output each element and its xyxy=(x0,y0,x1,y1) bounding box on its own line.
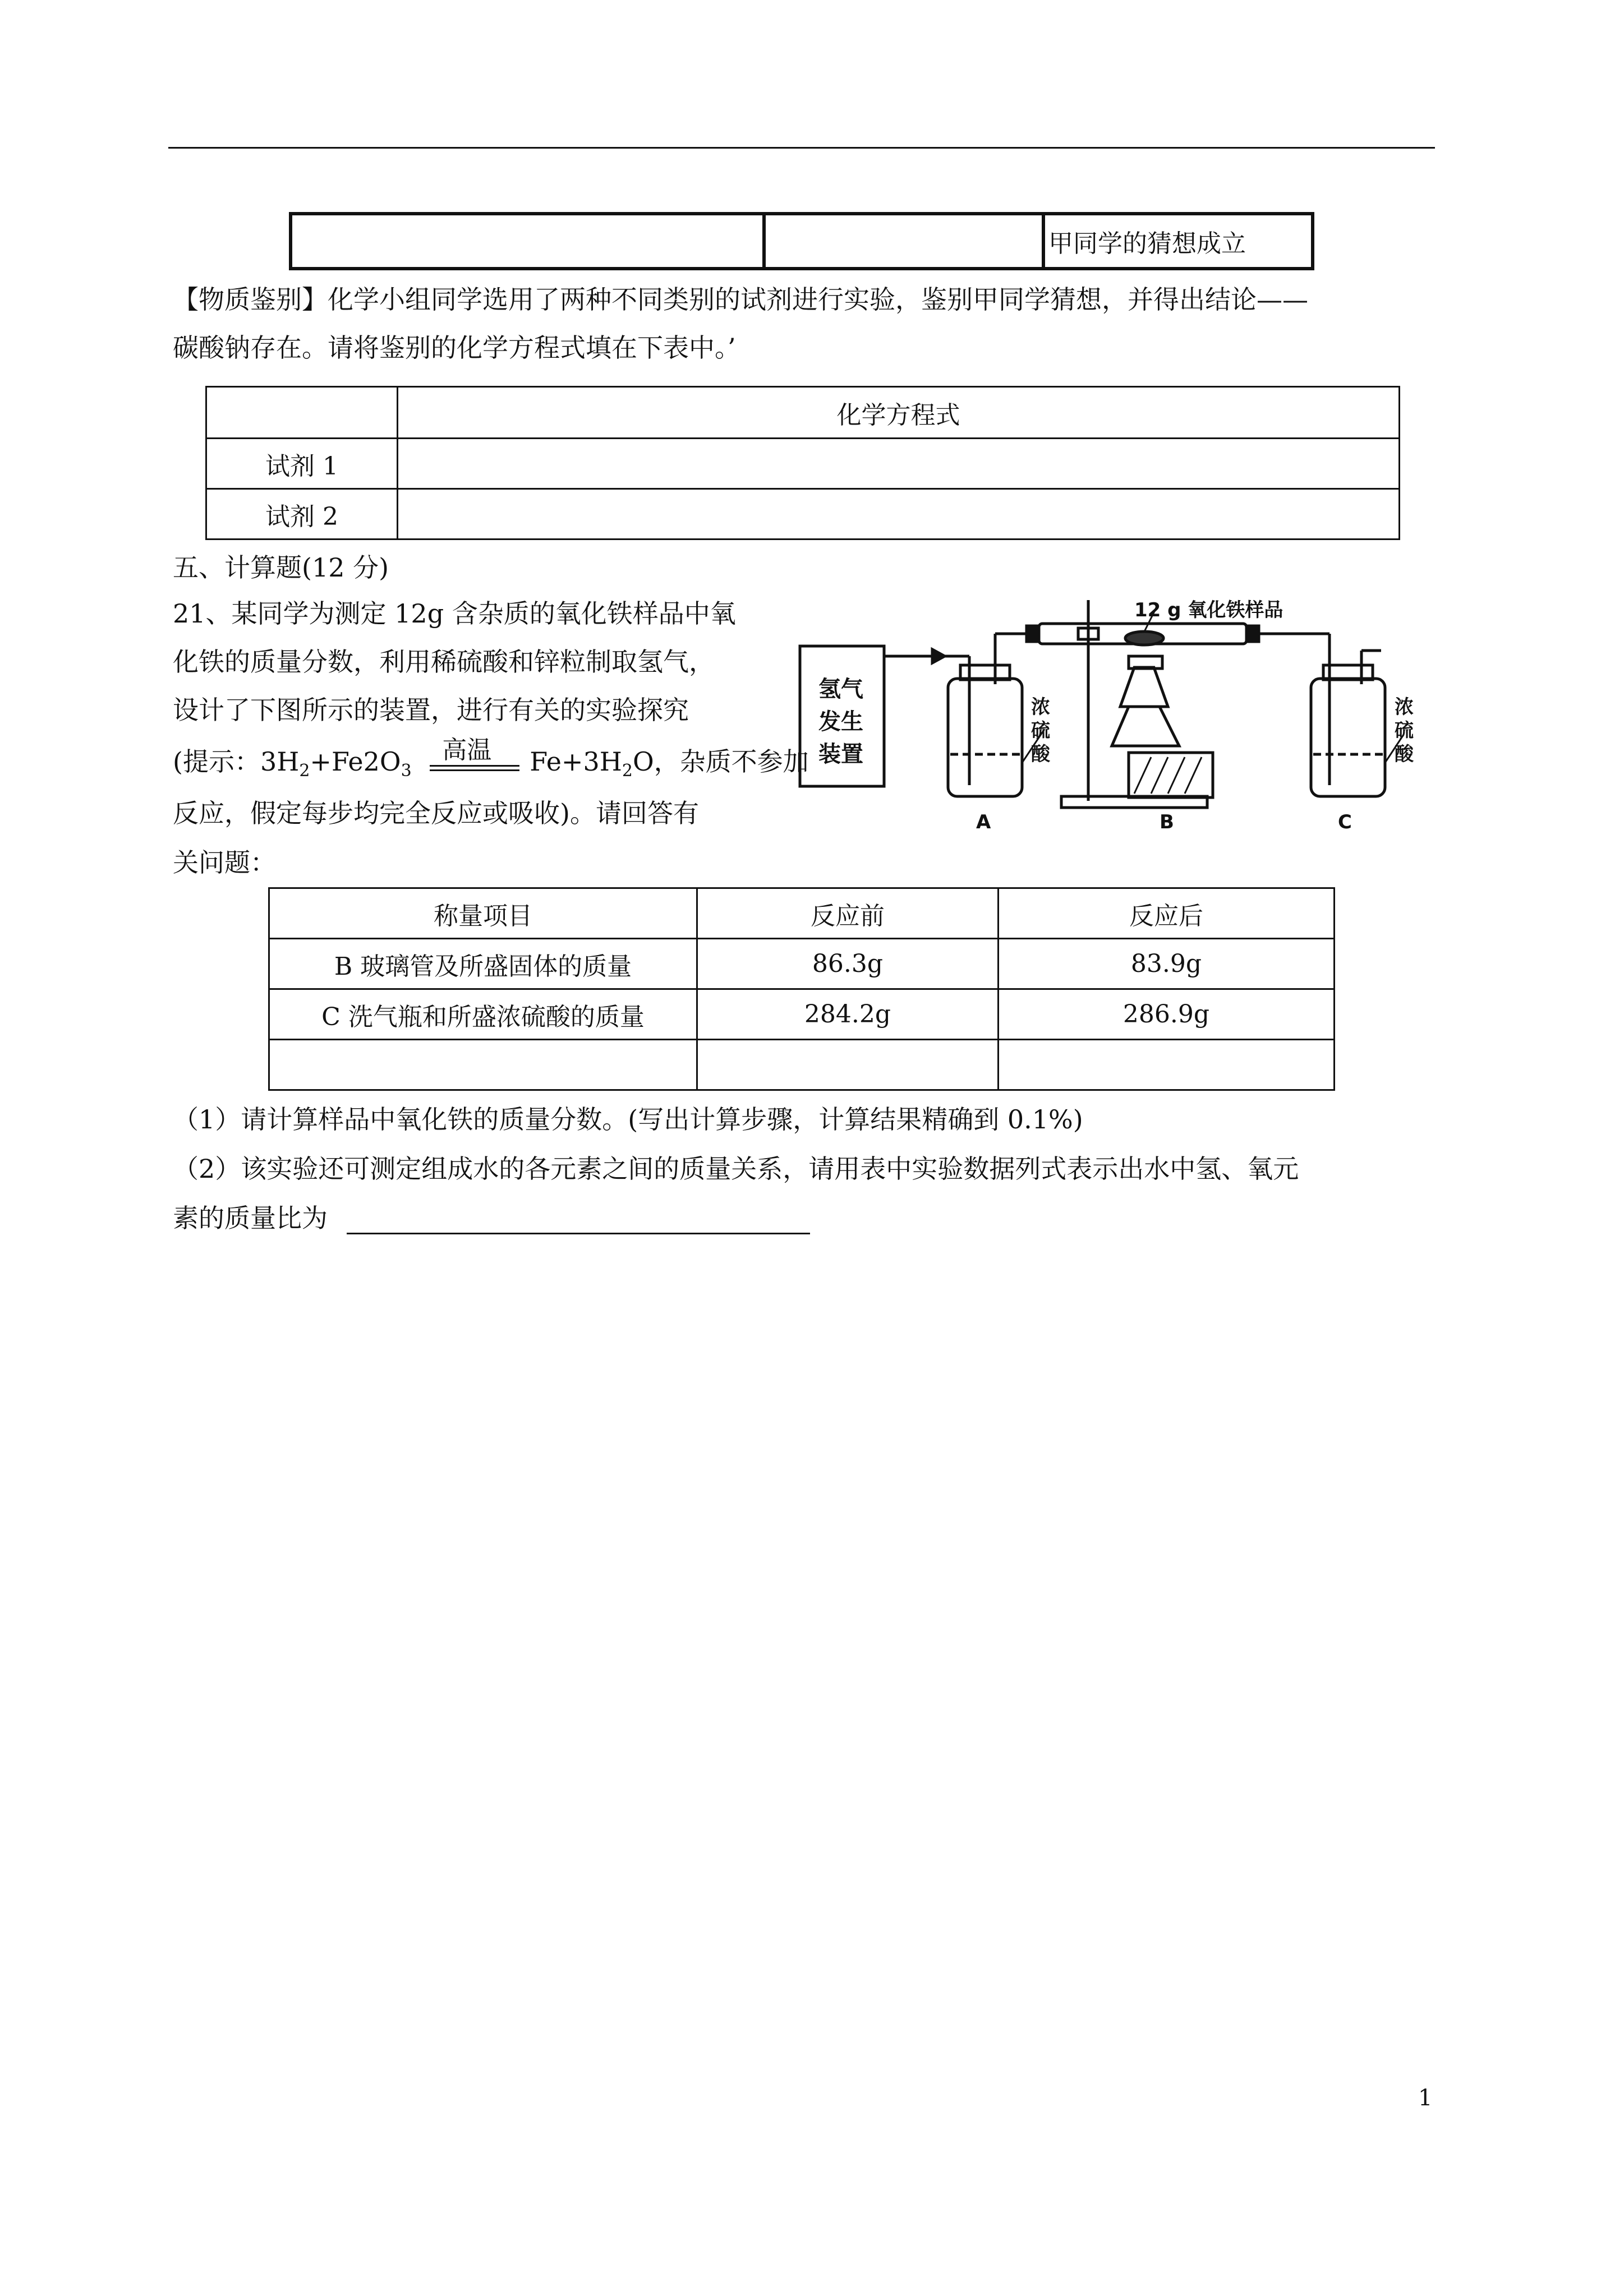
hint-sub-h2o: 2 xyxy=(622,761,633,781)
data-row-1-item: B 玻璃管及所盛固体的质量 xyxy=(269,939,697,989)
hint-sub-h2: 2 xyxy=(299,761,310,781)
reagent-value-1 xyxy=(398,439,1400,489)
identify-line-1: 【物质鉴别】化学小组同学选用了两种不同类别的试剂进行实验，鉴别甲同学猜想，并得出结论—— xyxy=(173,284,1308,315)
q21-line-1: 21、某同学为测定 12g 含杂质的氧化铁样品中氧 xyxy=(173,598,736,629)
question-2-cont: 素的质量比为 xyxy=(173,1203,328,1233)
identify-line-2: 碳酸钠存在。请将鉴别的化学方程式填在下表中。’ xyxy=(173,333,736,363)
reagent-label-1: 试剂 1 xyxy=(206,439,398,489)
data-row-1-after: 83.9g xyxy=(999,939,1335,989)
q21-line-5: 反应，假定每步均完全反应或吸收)。请回答有 xyxy=(173,798,699,828)
acid-label-c: 浓硫酸 xyxy=(1395,696,1414,766)
apparatus-svg xyxy=(798,594,1420,846)
reagent-label-2: 试剂 2 xyxy=(206,489,398,540)
top-table xyxy=(289,212,1314,270)
data-header-after: 反应后 xyxy=(999,888,1335,939)
hint-condition: 高温 xyxy=(442,736,492,764)
data-row-2-item: C 洗气瓶和所盛浓硫酸的质量 xyxy=(269,989,697,1040)
data-row-2-after: 286.9g xyxy=(999,989,1335,1040)
hint-equal-sign xyxy=(430,765,519,767)
reagent-table-header: 化学方程式 xyxy=(398,387,1400,439)
reagent-value-2 xyxy=(398,489,1400,540)
apparatus-diagram xyxy=(798,594,1420,846)
hint-sub-o3: 3 xyxy=(401,761,412,781)
top-table-cell-2 xyxy=(764,214,1043,269)
hint-mid: +Fe2O xyxy=(310,746,401,777)
q21-hint xyxy=(173,736,809,787)
hint-end: O，杂质不参加 xyxy=(632,746,809,777)
sample-label: 12 g 氧化铁样品 xyxy=(1134,599,1283,621)
data-row-2-before: 284.2g xyxy=(697,989,999,1040)
question-1: （1）请计算样品中氧化铁的质量分数。(写出计算步骤，计算结果精确到 0.1%) xyxy=(173,1104,1083,1135)
tube-b-right-stopper xyxy=(1246,626,1259,642)
label-b: B xyxy=(1160,811,1174,833)
data-row-3-item xyxy=(269,1040,697,1090)
top-table-cell-3: 甲同学的猜想成立 xyxy=(1043,214,1313,269)
data-header-before: 反应前 xyxy=(697,888,999,939)
hint-after: Fe+3H xyxy=(530,746,622,777)
hint-condition-arrow xyxy=(430,736,519,777)
reagent-table-header-blank xyxy=(206,387,398,439)
q21-line-2: 化铁的质量分数，利用稀硫酸和锌粒制取氢气， xyxy=(173,647,715,677)
data-header-item: 称量项目 xyxy=(269,888,697,939)
data-table xyxy=(268,887,1335,1091)
page-number: 1 xyxy=(1418,2085,1433,2111)
q21-line-3: 设计了下图所示的装置，进行有关的实验探究 xyxy=(173,695,689,725)
section-title: 五、计算题(12 分) xyxy=(173,552,389,583)
label-a: A xyxy=(976,811,991,833)
q21-line-6: 关问题： xyxy=(173,847,276,878)
data-row-3-before xyxy=(697,1040,999,1090)
burner-flame xyxy=(1120,667,1168,707)
data-row-1-before: 86.3g xyxy=(697,939,999,989)
reagent-table xyxy=(205,386,1400,540)
label-c: C xyxy=(1338,811,1352,833)
burner-body xyxy=(1112,707,1179,746)
bottle-a xyxy=(948,679,1022,796)
acid-label-a: 浓硫酸 xyxy=(1031,696,1050,766)
generator-label: 氢气发生装置 xyxy=(818,676,863,767)
hint-equal-sign-2 xyxy=(430,769,519,771)
answer-blank-line xyxy=(347,1233,810,1234)
top-table-cell-1 xyxy=(291,214,764,269)
sample-mound xyxy=(1125,631,1163,645)
bottle-c xyxy=(1311,679,1385,796)
header-rule xyxy=(168,147,1435,149)
data-row-3-after xyxy=(999,1040,1335,1090)
hint-prefix: (提示：3H xyxy=(173,746,300,777)
tube-b-left-stopper xyxy=(1027,626,1039,642)
gen-arrow-head xyxy=(932,649,945,663)
question-2: （2）该实验还可测定组成水的各元素之间的质量关系，请用表中实验数据列式表示出水中氢、氧元 xyxy=(173,1154,1299,1184)
